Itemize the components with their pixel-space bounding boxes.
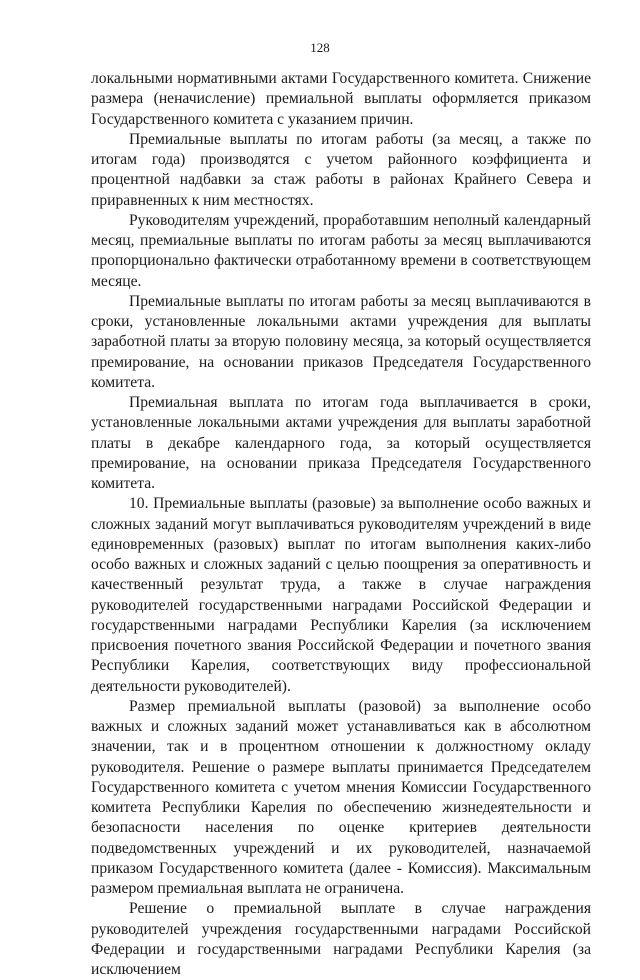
paragraph: Руководителям учреждений, проработавшим неполный календарный месяц, премиальные выплаты по итогам работы за месяц выплачиваются пропорционально фактически отработанному времени в соответствующем месяце. — [91, 211, 591, 290]
paragraph: Премиальная выплата по итогам года выплачивается в сроки, установленные локальными актами учреждения для выплаты заработной платы в декабре календарного года, за который осуществляется премирование, на основании приказа Председателя Государственного комитета. — [91, 394, 591, 492]
paragraph: Размер премиальной выплаты (разовой) за выполнение особо важных и сложных заданий может устанавливаться как в абсолютном значении, так и в процентном отношении к должностному окладу руководителя. Решение о размере выплаты принимается Председателем Государственного комитета с учетом мнения Комиссии Государственного комитета Республики Карелия по обеспечению жизнедеятельности и безопасности населения по оценке критериев деятельности подведомственных учреждений и их руководителей, назначаемой приказом Государственного комитета (далее - Комиссия). Максимальным размером премиальная выплата не ограничена. — [91, 697, 591, 897]
paragraph: Решение о премиальной выплате в случае награждения руководителей учреждения государственными наградами Российской Федерации и государственными наградами Республики Карелия (за исключением — [91, 900, 591, 978]
paragraph-continued: локальными нормативными актами Государственного комитета. Снижение размера (неначисление) премиальной выплаты оформляется приказом Государственного комитета с указанием причин. — [91, 70, 591, 128]
paragraph: Премиальные выплаты по итогам работы (за месяц, а также по итогам года) производятся с учетом районного коэффициента и процентной надбавки за стаж работы в районах Крайнего Севера и приравненных к ним местностях. — [91, 130, 591, 209]
paragraph: Премиальные выплаты по итогам работы за месяц выплачиваются в сроки, установленные локальными актами учреждения для выплаты заработной платы за вторую половину месяца, за который осуществляется премирование, на основании приказов Председателя Государственного комитета. — [91, 292, 591, 391]
document-body — [91, 69, 591, 980]
paragraph-item-10: 10. Премиальные выплаты (разовые) за выполнение особо важных и сложных заданий могут выплачиваться руководителям учреждений в виде единовременных (разовых) выплат по итогам выполнения каких-либо особо важных и сложных заданий с целью поощрения за оперативность и качественный результат труда, а также в случае награждения руководителей государственными наградами Российской Федерации и государственными наградами Республики Карелия (за исключением присвоения почетного звания Российской Федерации и почетного звания Республики Карелия, соответствующих виду профессиональной деятельности руководителей). — [91, 495, 591, 695]
page-number: 128 — [310, 40, 330, 55]
